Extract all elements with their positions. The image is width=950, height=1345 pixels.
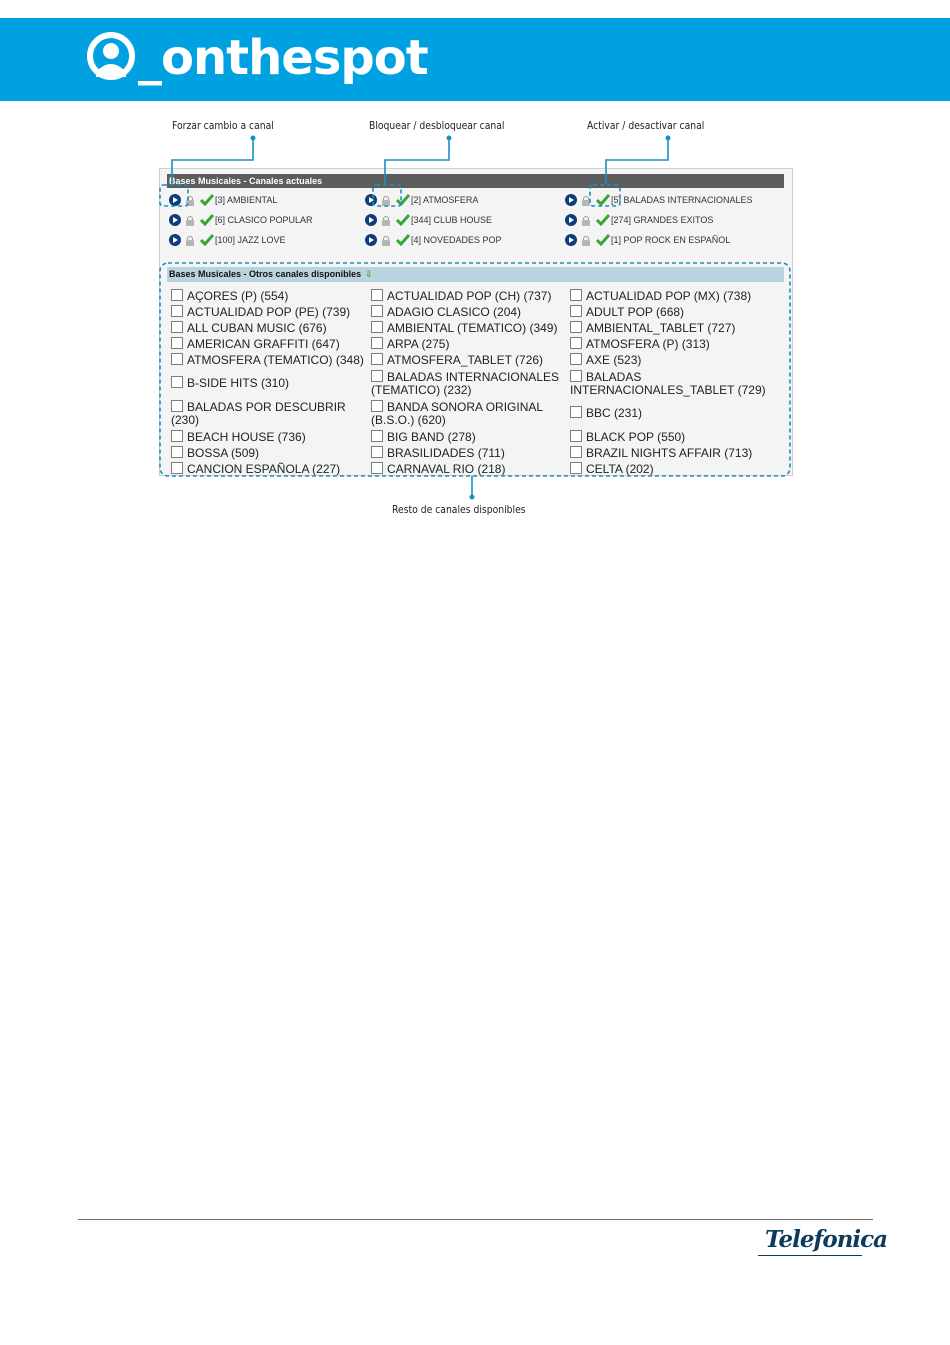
channel-option-label: BRASILIDADES (711) xyxy=(387,446,505,460)
channel-label: [6] CLASICO POPULAR xyxy=(215,215,313,225)
channel-option-label: BALADAS INTERNACIONALES_TABLET (729) xyxy=(570,370,766,397)
highlight-play xyxy=(160,185,188,206)
channel-option-label: ADULT POP (668) xyxy=(586,305,685,319)
channel-option-label: ACTUALIDAD POP (PE) (739) xyxy=(187,305,351,319)
channel-option-label: BEACH HOUSE (736) xyxy=(187,430,306,444)
channel-option-label: ALL CUBAN MUSIC (676) xyxy=(187,321,327,335)
channel-option-label: BALADAS INTERNACIONALES (TEMATICO) (232) xyxy=(371,370,560,397)
callout-annotations xyxy=(0,0,950,530)
leader-line-force xyxy=(172,138,253,184)
leader-line-activate xyxy=(606,138,668,184)
highlight-other-channels xyxy=(160,263,790,476)
channel-label: [5] BALADAS INTERNACIONALES xyxy=(611,195,753,205)
channel-option-label: BALADAS POR DESCUBRIR (230) xyxy=(171,400,346,427)
channel-option-label: BOSSA (509) xyxy=(187,446,260,460)
channel-option-label: AÇORES (P) (554) xyxy=(187,289,289,303)
channel-option-label: ARPA (275) xyxy=(387,337,450,351)
channel-option-label: ATMOSFERA_TABLET (726) xyxy=(387,353,544,367)
channel-option-label: AMBIENTAL (TEMATICO) (349) xyxy=(387,321,558,335)
channel-label: [2] ATMOSFERA xyxy=(411,195,479,205)
callout-lock-channel: Bloquear / desbloquear canal xyxy=(369,120,505,132)
channel-option-label: ATMOSFERA (TEMATICO) (348) xyxy=(187,353,364,367)
channel-label: [274] GRANDES EXITOS xyxy=(611,215,714,225)
highlight-lock xyxy=(373,185,401,206)
channel-label: [4] NOVEDADES POP xyxy=(411,235,502,245)
channel-option-label: BANDA SONORA ORIGINAL (B.S.O.) (620) xyxy=(371,400,543,427)
channel-option-label: AXE (523) xyxy=(586,353,642,367)
callout-other-channels: Resto de canales disponibles xyxy=(392,504,526,516)
channel-option-label: ATMOSFERA (P) (313) xyxy=(586,337,710,351)
leader-line-lock xyxy=(385,138,449,184)
channel-option-label: ADAGIO CLASICO (204) xyxy=(387,305,522,319)
channel-option-label: BIG BAND (278) xyxy=(387,430,476,444)
channel-label: [1] POP ROCK EN ESPAÑOL xyxy=(611,235,731,245)
channel-option-label: ACTUALIDAD POP (CH) (737) xyxy=(387,289,552,303)
logo-text: _onthespot xyxy=(138,30,428,86)
channel-option-label: CARNAVAL RIO (218) xyxy=(387,462,506,476)
telefonica-logo: Telefonica xyxy=(765,1226,888,1253)
channel-option-label: BRAZIL NIGHTS AFFAIR (713) xyxy=(586,446,753,460)
channel-option-label: B-SIDE HITS (310) xyxy=(187,376,290,390)
callout-activate-channel: Activar / desactivar canal xyxy=(587,120,705,132)
channel-label: [344] CLUB HOUSE xyxy=(411,215,493,225)
channel-option-label: AMBIENTAL_TABLET (727) xyxy=(586,321,736,335)
channel-option-label: CELTA (202) xyxy=(586,462,654,476)
logo-underline xyxy=(758,1255,862,1256)
arrow-down-icon: ⇩ xyxy=(365,269,373,279)
channel-option-label: BBC (231) xyxy=(586,406,643,420)
current-channels-title: Bases Musicales - Canales actuales xyxy=(167,174,784,188)
footer-divider xyxy=(78,1219,873,1220)
channel-option-label: ACTUALIDAD POP (MX) (738) xyxy=(586,289,752,303)
other-channels-title-text: Bases Musicales - Otros canales disponibles xyxy=(169,269,362,279)
channel-option-label: BLACK POP (550) xyxy=(586,430,686,444)
callout-force-channel: Forzar cambio a canal xyxy=(172,120,274,132)
channel-label: [3] AMBIENTAL xyxy=(215,195,278,205)
channel-option-label: AMERICAN GRAFFITI (647) xyxy=(187,337,340,351)
highlight-check xyxy=(590,185,620,206)
channel-option-label: CANCION ESPAÑOLA (227) xyxy=(187,462,341,476)
channel-label: [100] JAZZ LOVE xyxy=(215,235,286,245)
